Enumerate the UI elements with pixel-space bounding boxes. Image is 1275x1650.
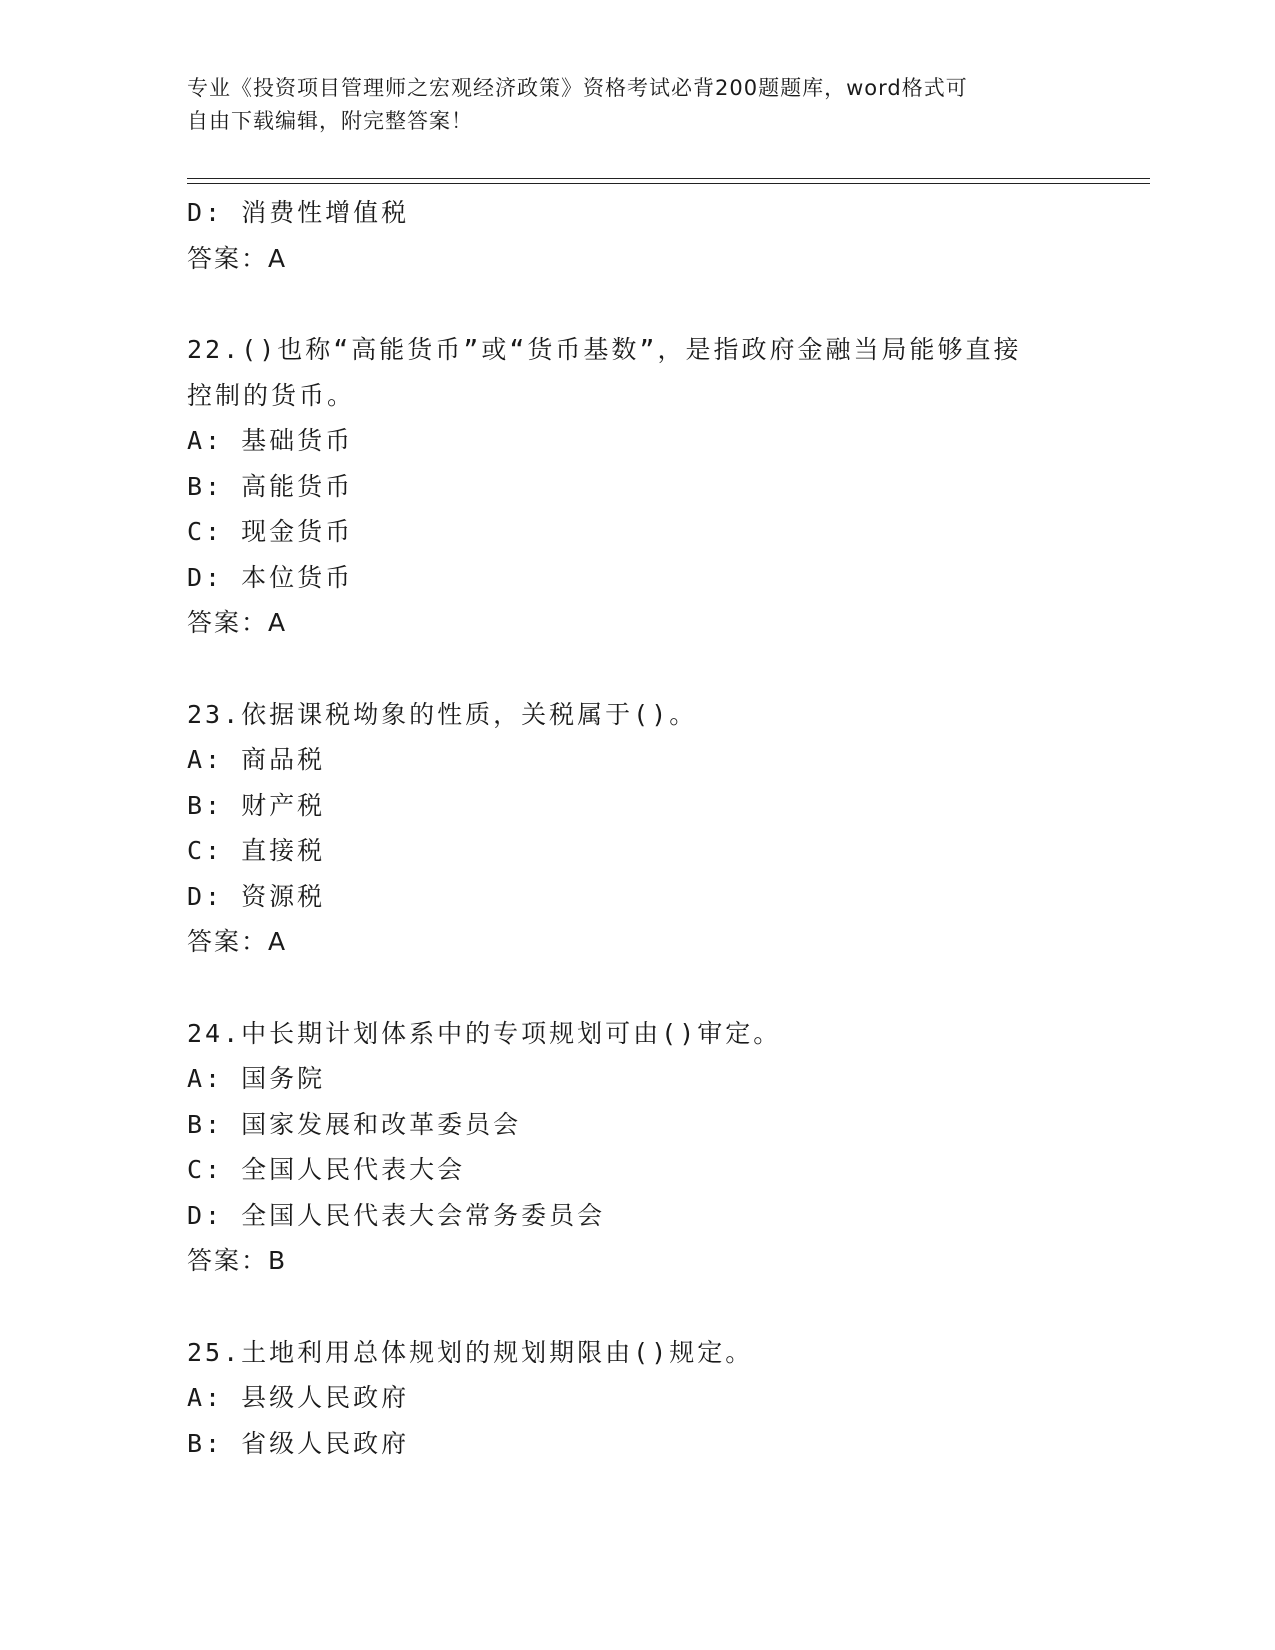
question-23 [187, 692, 1087, 965]
question-list [187, 190, 1087, 1466]
header-divider-bottom [187, 183, 1150, 184]
option-d: D: 资源税 [187, 881, 326, 911]
option-a: A: 县级人民政府 [187, 1383, 410, 1412]
option-d: D: 全国人民代表大会常务委员会 [187, 1200, 606, 1230]
option-d: D: 消费性增值税 [187, 198, 410, 227]
answer: 答案：B [187, 1246, 288, 1275]
option-c: C: 现金货币 [187, 517, 354, 546]
question-stem: 22.()也称“高能货币”或“货币基数”，是指政府金融当局能够直接 [187, 335, 1022, 364]
question-stem: 25.土地利用总体规划的规划期限由()规定。 [187, 1337, 754, 1367]
header-line-2: 自由下载编辑，附完整答案！ [187, 109, 473, 133]
answer: 答案：A [187, 243, 288, 273]
option-d: D: 本位货币 [187, 562, 354, 592]
option-b: B: 省级人民政府 [187, 1428, 410, 1458]
document-header [187, 72, 1067, 138]
question-stem: 24.中长期计划体系中的专项规划可由()审定。 [187, 1018, 782, 1048]
answer: 答案：A [187, 608, 288, 637]
answer: 答案：A [187, 927, 288, 956]
option-a: A: 商品税 [187, 745, 326, 774]
question-stem: 23.依据课税坳象的性质，关税属于()。 [187, 699, 698, 729]
question-stem-continued: 控制的货币。 [187, 380, 356, 410]
option-a: A: 国务院 [187, 1064, 326, 1093]
option-c: C: 直接税 [187, 836, 326, 865]
header-line-1: 专业《投资项目管理师之宏观经济政策》资格考试必背200题题库，word格式可 [187, 76, 968, 100]
option-b: B: 财产税 [187, 790, 326, 820]
question-25 [187, 1330, 1087, 1467]
option-b: B: 国家发展和改革委员会 [187, 1109, 522, 1139]
question-24 [187, 1011, 1087, 1284]
header-divider-top [187, 178, 1150, 179]
option-b: B: 高能货币 [187, 471, 354, 501]
option-c: C: 全国人民代表大会 [187, 1155, 466, 1184]
question-22 [187, 327, 1087, 646]
option-a: A: 基础货币 [187, 426, 354, 455]
